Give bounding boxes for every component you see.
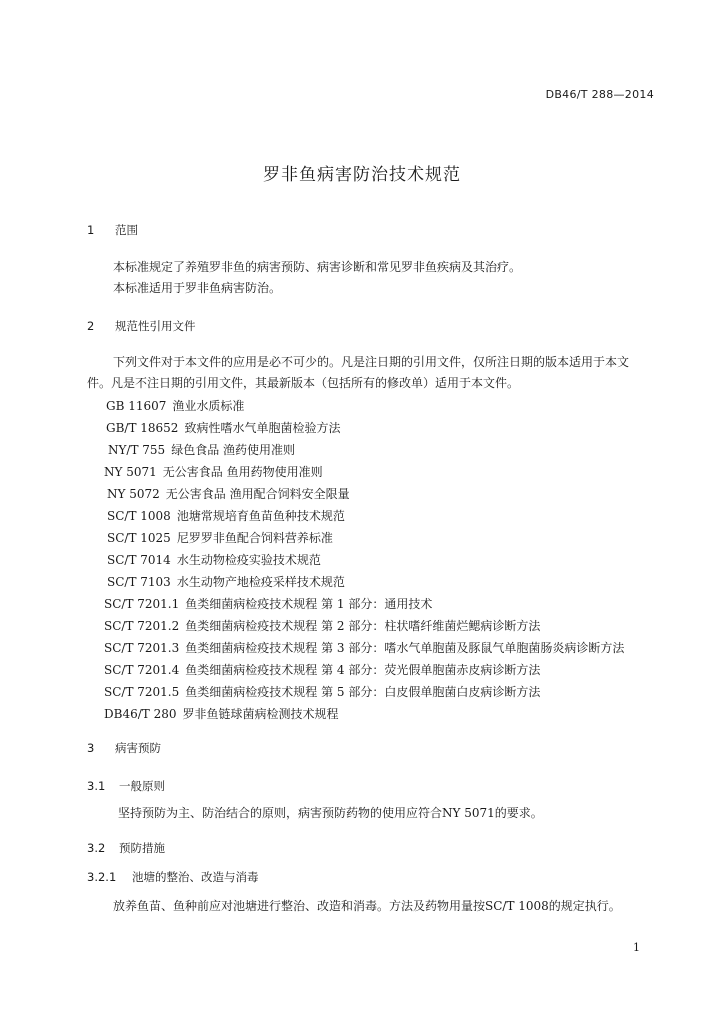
reference-item xyxy=(104,463,323,480)
reference-title: 水生动物产地检疫采样技术规范 xyxy=(176,575,345,589)
reference-code: SC/T 7201.4 xyxy=(104,663,180,677)
reference-item xyxy=(108,441,295,458)
reference-item xyxy=(107,485,350,502)
reference-item xyxy=(107,529,333,546)
section-1-heading xyxy=(87,222,138,238)
reference-title: 水生动物检疫实验技术规范 xyxy=(176,553,321,567)
reference-item xyxy=(104,595,432,612)
reference-item xyxy=(104,683,540,700)
reference-title: 渔业水质标准 xyxy=(172,399,245,413)
section-2-heading xyxy=(87,318,196,334)
page-number: 1 xyxy=(633,941,640,954)
section-3-2-heading xyxy=(87,840,165,856)
reference-title: 尼罗罗非鱼配合饲料营养标准 xyxy=(176,531,333,545)
section-title: 范围 xyxy=(115,223,138,237)
section-number: 3.1 xyxy=(87,779,106,793)
reference-title: 罗非鱼链球菌病检测技术规程 xyxy=(182,707,339,721)
section-number: 3.2.1 xyxy=(87,870,117,884)
pond-treatment-paragraph: 放养鱼苗、鱼种前应对池塘进行整治、改造和消毒。方法及药物用量按SC/T 1008的规定执行。 xyxy=(113,899,621,913)
reference-item xyxy=(104,661,540,678)
section-title: 一般原则 xyxy=(119,779,165,793)
scope-paragraph-1: 本标准规定了养殖罗非鱼的病害预防、病害诊断和常见罗非鱼疾病及其治疗。 xyxy=(113,260,522,274)
reference-title: 鱼类细菌病检疫技术规程 第 4 部分：荧光假单胞菌赤皮病诊断方法 xyxy=(185,663,541,677)
section-number: 3.2 xyxy=(87,841,106,855)
section-title: 病害预防 xyxy=(115,741,161,755)
reference-title: 池塘常规培育鱼苗鱼种技术规范 xyxy=(176,509,345,523)
reference-title: 鱼类细菌病检疫技术规程 第 5 部分：白皮假单胞菌白皮病诊断方法 xyxy=(185,685,541,699)
scope-paragraph-2: 本标准适用于罗非鱼病害防治。 xyxy=(113,281,282,295)
reference-code: GB 11607 xyxy=(106,399,167,413)
reference-title: 无公害食品 渔用配合饲料安全限量 xyxy=(165,487,350,501)
references-intro-line-1: 下列文件对于本文件的应用是必不可少的。凡是注日期的引用文件，仅所注日期的版本适用于本文 xyxy=(113,355,630,369)
section-number: 3 xyxy=(87,741,95,755)
reference-item xyxy=(106,397,244,414)
reference-code: GB/T 18652 xyxy=(106,421,179,435)
section-title: 池塘的整治、改造与消毒 xyxy=(132,870,259,884)
reference-item xyxy=(107,573,345,590)
reference-code: SC/T 7014 xyxy=(107,553,171,567)
reference-item xyxy=(104,617,540,634)
section-3-heading xyxy=(87,740,161,756)
general-principle-paragraph: 坚持预防为主、防治结合的原则，病害预防药物的使用应符合NY 5071的要求。 xyxy=(118,806,543,820)
reference-code: SC/T 7201.1 xyxy=(104,597,180,611)
section-number: 2 xyxy=(87,319,95,333)
reference-title: 无公害食品 鱼用药物使用准则 xyxy=(162,465,323,479)
reference-title: 鱼类细菌病检疫技术规程 第 2 部分：柱状嗜纤维菌烂鳃病诊断方法 xyxy=(185,619,541,633)
document-title: 罗非鱼病害防治技术规范 xyxy=(263,165,461,185)
reference-item xyxy=(106,419,340,436)
reference-code: NY 5071 xyxy=(104,465,157,479)
reference-code: SC/T 1025 xyxy=(107,531,171,545)
reference-title: 鱼类细菌病检疫技术规程 第 3 部分：嗜水气单胞菌及豚鼠气单胞菌肠炎病诊断方法 xyxy=(185,641,625,655)
section-number: 1 xyxy=(87,223,95,237)
standard-code: DB46/T 288—2014 xyxy=(545,88,654,101)
reference-code: SC/T 7201.5 xyxy=(104,685,180,699)
reference-item xyxy=(104,639,624,656)
section-3-2-1-heading xyxy=(87,869,259,885)
reference-title: 鱼类细菌病检疫技术规程 第 1 部分：通用技术 xyxy=(185,597,433,611)
reference-code: SC/T 7201.3 xyxy=(104,641,180,655)
reference-item xyxy=(107,507,345,524)
references-intro-line-2: 件。凡是不注日期的引用文件，其最新版本（包括所有的修改单）适用于本文件。 xyxy=(87,376,520,390)
reference-code: NY/T 755 xyxy=(108,443,166,457)
section-title: 预防措施 xyxy=(119,841,165,855)
reference-title: 绿色食品 渔药使用准则 xyxy=(171,443,296,457)
reference-code: SC/T 7201.2 xyxy=(104,619,180,633)
reference-code: SC/T 7103 xyxy=(107,575,171,589)
section-3-1-heading xyxy=(87,778,165,794)
reference-code: SC/T 1008 xyxy=(107,509,171,523)
reference-title: 致病性嗜水气单胞菌检验方法 xyxy=(184,421,341,435)
reference-item xyxy=(107,551,321,568)
reference-code: DB46/T 280 xyxy=(104,707,177,721)
section-title: 规范性引用文件 xyxy=(115,319,196,333)
reference-code: NY 5072 xyxy=(107,487,160,501)
reference-item xyxy=(104,705,339,722)
